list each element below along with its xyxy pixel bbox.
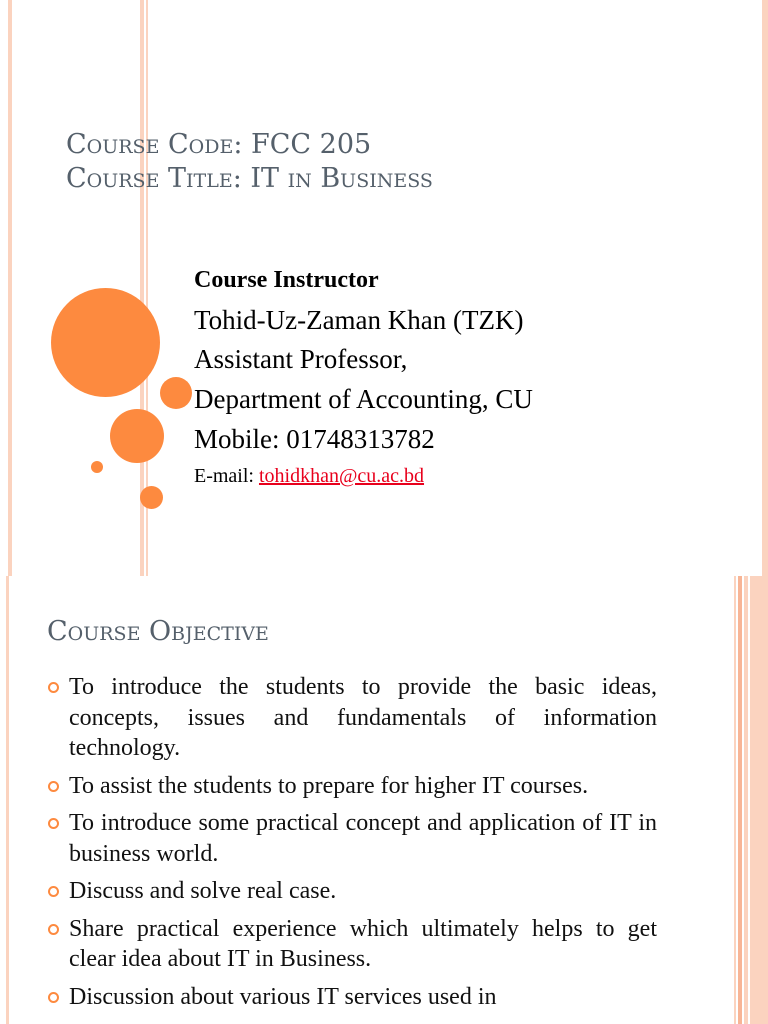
decorative-stripe (762, 0, 768, 576)
email-link[interactable]: tohidkhan@cu.ac.bd (258, 465, 425, 487)
decorative-stripe (750, 576, 768, 1024)
objective-item: To assist the students to prepare for higher IT courses. (45, 771, 657, 802)
bullet-icon (48, 682, 59, 693)
decorative-stripe (734, 576, 736, 1024)
email-label: E-mail: (194, 465, 259, 487)
decorative-stripe (738, 576, 742, 1024)
objective-item: Discussion about various IT services used in (45, 982, 657, 1013)
objective-item: Share practical experience which ultimately helps to get clear idea about IT in Business. (45, 914, 657, 975)
bullet-icon (48, 781, 59, 792)
objective-item: To introduce some practical concept and application of IT in business world. (45, 808, 657, 869)
instructor-mobile: Mobile: 01748313782 (194, 424, 435, 454)
instructor-designation: Assistant Professor, (194, 344, 408, 374)
bullet-icon (48, 886, 59, 897)
bullet-icon (48, 818, 59, 829)
objective-title: Course Objective (47, 616, 269, 647)
objective-item: To introduce the students to provide the basic ideas, concepts, issues and fundamentals of information technology. (45, 672, 657, 764)
course-title: Course Title: IT in Business (66, 163, 433, 194)
instructor-email (194, 465, 424, 488)
decorative-stripe (6, 576, 9, 1024)
bullet-icon (48, 924, 59, 935)
decorative-circle-large (51, 288, 160, 397)
decorative-circle-small (160, 377, 192, 409)
objective-item: Discuss and solve real case. (45, 876, 657, 907)
course-code-title: Course Code: FCC 205 (66, 129, 372, 160)
instructor-department: Department of Accounting, CU (194, 384, 533, 414)
instructor-heading: Course Instructor (194, 267, 379, 293)
objective-list (45, 672, 657, 1019)
decorative-circle-medium (110, 409, 164, 463)
decorative-stripe (744, 576, 748, 1024)
decorative-circle-tiny (91, 461, 103, 473)
decorative-circle-small-bottom (140, 486, 163, 509)
decorative-stripe (8, 0, 12, 576)
instructor-name: Tohid-Uz-Zaman Khan (TZK) (194, 305, 524, 335)
bullet-icon (48, 992, 59, 1003)
